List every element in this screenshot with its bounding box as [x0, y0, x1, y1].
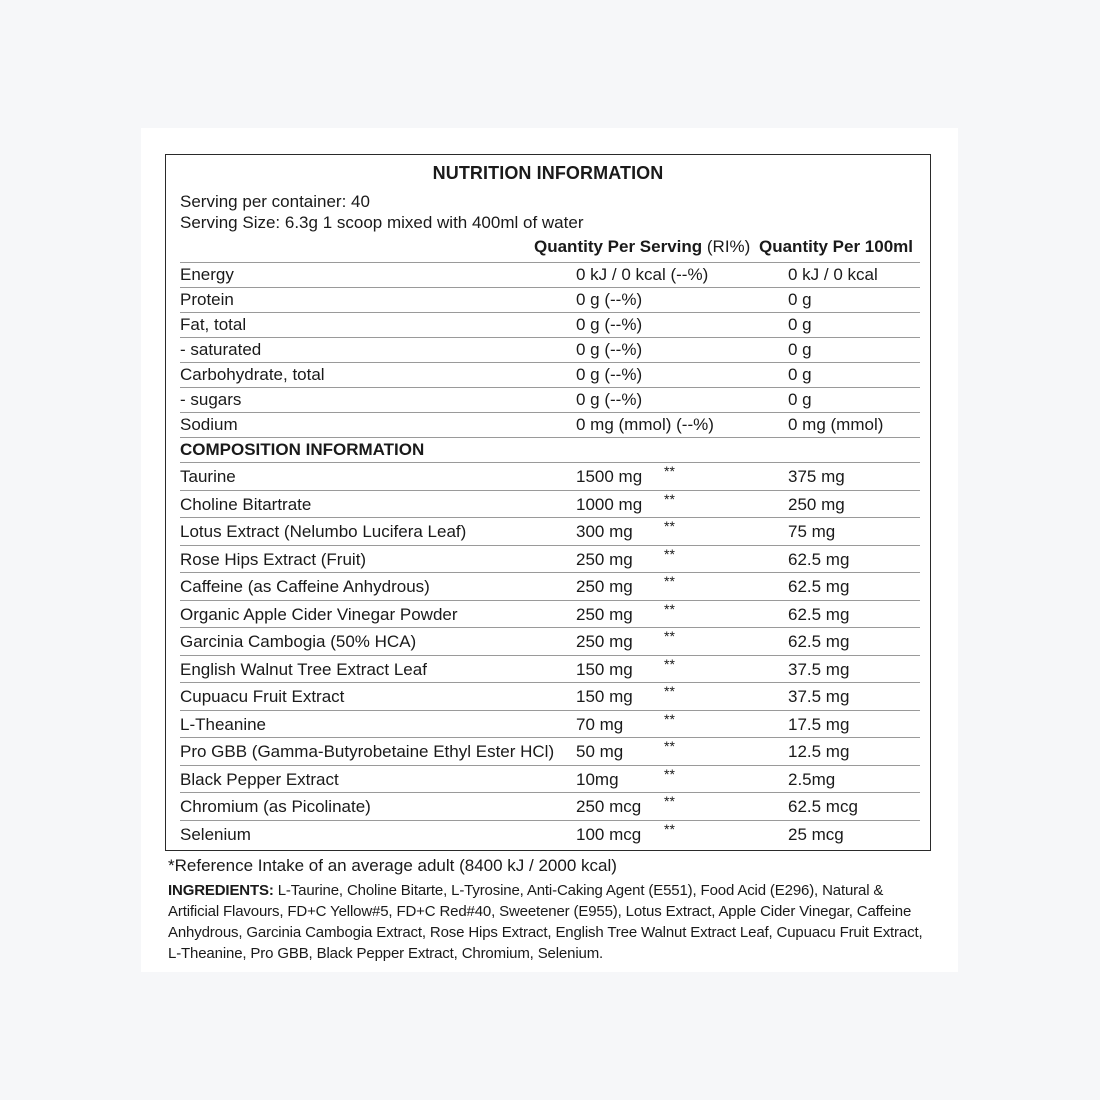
ri-not-established-mark: ** — [664, 765, 675, 782]
nutrition-row — [180, 313, 920, 338]
ingredient-name: Caffeine (as Caffeine Anhydrous) — [180, 577, 430, 596]
quantity-per-serving: 0 mg (mmol) (--%) — [576, 415, 714, 434]
ingredient-name: Lotus Extract (Nelumbo Lucifera Leaf) — [180, 522, 467, 541]
quantity-per-100ml: 62.5 mg — [788, 549, 850, 569]
quantity-per-100ml: 12.5 mg — [788, 742, 850, 761]
quantity-per-serving: 300 mg — [576, 522, 633, 541]
header-per-serving — [534, 237, 750, 257]
ingredient-name: Chromium (as Picolinate) — [180, 797, 371, 816]
ri-not-established-mark: ** — [664, 628, 675, 644]
nutrition-row — [180, 262, 920, 288]
nutrient-name: Fat, total — [180, 315, 247, 334]
ingredient-name: Taurine — [180, 467, 236, 486]
quantity-per-100ml: 0 kJ / 0 kcal — [788, 265, 878, 284]
quantity-per-serving: 1000 mg — [576, 494, 643, 514]
nutrient-name: Energy — [180, 265, 234, 284]
ri-not-established-mark: ** — [664, 710, 675, 727]
ingredient-name: Black Pepper Extract — [180, 769, 339, 789]
composition-row — [180, 573, 920, 601]
quantity-per-serving: 70 mg — [576, 714, 624, 734]
composition-row — [180, 463, 920, 491]
ingredients-text: L-Taurine, Choline Bitarte, L-Tyrosine, Anti-Caking Agent (E551), Food Acid (E296), Natural & Artificial Flavours, FD+C Yellow#5, FD+C Red#40, Sweetener (E955), Lotus Extract, Apple Cider Vinegar, Caffeine Anhydrous, Garcinia Cambogia Extract, Rose Hips Extract, English Tree Walnut Extract Leaf, Cupuacu Fruit Extract, L-Theanine, Pro GBB, Black Pepper Extract, Chromium, Selenium. — [168, 882, 923, 962]
quantity-per-serving: 150 mg — [576, 659, 633, 679]
quantity-per-100ml: 375 mg — [788, 467, 845, 486]
ri-not-established-mark: ** — [664, 573, 675, 589]
quantity-per-100ml: 25 mcg — [788, 824, 844, 844]
quantity-per-100ml: 0 g — [788, 365, 812, 384]
quantity-per-serving: 0 kJ / 0 kcal (--%) — [576, 265, 709, 284]
nutrition-panel — [165, 154, 931, 851]
ri-not-established-mark: ** — [664, 820, 675, 837]
ingredient-name: L-Theanine — [180, 714, 267, 734]
composition-row — [180, 656, 920, 684]
composition-row — [180, 711, 920, 739]
quantity-per-serving: 0 g (--%) — [576, 365, 643, 384]
ingredients-label: INGREDIENTS: — [168, 882, 274, 899]
composition-title: COMPOSITION INFORMATION — [180, 440, 425, 459]
ingredient-name: Organic Apple Cider Vinegar Powder — [180, 604, 458, 624]
composition-row — [180, 793, 920, 821]
quantity-per-100ml: 0 mg (mmol) — [788, 415, 884, 434]
composition-row — [180, 546, 920, 574]
composition-header-row — [180, 438, 920, 463]
quantity-per-serving: 10mg — [576, 769, 619, 789]
quantity-per-100ml: 62.5 mg — [788, 632, 850, 651]
serving-per-container: Serving per container: 40 — [180, 192, 370, 211]
quantity-per-100ml: 0 g — [788, 340, 812, 359]
nutrition-row — [180, 388, 920, 413]
quantity-per-serving: 250 mcg — [576, 797, 642, 816]
quantity-per-serving: 50 mg — [576, 742, 624, 761]
ri-not-established-mark: ** — [664, 545, 675, 562]
quantity-per-serving: 150 mg — [576, 687, 633, 706]
quantity-per-100ml: 0 g — [788, 290, 812, 309]
ingredients-block — [168, 880, 928, 964]
quantity-per-100ml: 2.5mg — [788, 769, 836, 789]
nutrient-name: - saturated — [180, 340, 262, 359]
nutrition-row — [180, 338, 920, 363]
composition-row — [180, 518, 920, 546]
ingredient-name: English Walnut Tree Extract Leaf — [180, 659, 427, 679]
ri-not-established-mark: ** — [664, 683, 675, 699]
quantity-per-serving: 0 g (--%) — [576, 390, 643, 409]
composition-row — [180, 491, 920, 519]
ri-not-established-mark: ** — [664, 463, 675, 479]
quantity-per-serving: 1500 mg — [576, 467, 643, 486]
composition-row — [180, 601, 920, 629]
nutrition-row — [180, 413, 920, 438]
ri-not-established-mark: ** — [664, 793, 675, 809]
composition-row — [180, 628, 920, 656]
quantity-per-100ml: 250 mg — [788, 494, 845, 514]
nutrient-name: Sodium — [180, 415, 238, 434]
nutrition-row — [180, 288, 920, 313]
ri-not-established-mark: ** — [664, 600, 675, 617]
nutrient-name: Carbohydrate, total — [180, 365, 325, 384]
composition-row — [180, 821, 920, 848]
quantity-per-serving: 0 g (--%) — [576, 290, 643, 309]
serving-size: Serving Size: 6.3g 1 scoop mixed with 400ml of water — [180, 213, 584, 232]
quantity-per-100ml: 62.5 mcg — [788, 797, 858, 816]
quantity-per-100ml: 37.5 mg — [788, 687, 850, 706]
ingredient-name: Pro GBB (Gamma-Butyrobetaine Ethyl Ester HCl) — [180, 742, 555, 761]
nutrient-name: Protein — [180, 290, 234, 309]
quantity-per-serving: 250 mg — [576, 577, 633, 596]
ri-not-established-mark: ** — [664, 738, 675, 754]
ingredient-name: Cupuacu Fruit Extract — [180, 687, 345, 706]
panel-title: NUTRITION INFORMATION — [432, 163, 664, 183]
quantity-per-serving: 250 mg — [576, 632, 633, 651]
header-ri: (RI%) — [702, 237, 751, 256]
quantity-per-serving: 100 mcg — [576, 824, 642, 844]
quantity-per-100ml: 62.5 mg — [788, 604, 850, 624]
quantity-per-100ml: 0 g — [788, 390, 812, 409]
quantity-per-serving: 0 g (--%) — [576, 315, 643, 334]
header-per-100ml: Quantity Per 100ml — [759, 237, 914, 256]
nutrient-name: - sugars — [180, 390, 242, 409]
reference-intake-note: *Reference Intake of an average adult (8400 kJ / 2000 kcal) — [168, 856, 617, 875]
quantity-per-serving: 0 g (--%) — [576, 340, 643, 359]
ri-not-established-mark: ** — [664, 490, 675, 507]
quantity-per-100ml: 17.5 mg — [788, 714, 850, 734]
ingredient-name: Selenium — [180, 824, 251, 844]
ingredient-name: Garcinia Cambogia (50% HCA) — [180, 632, 417, 651]
ri-not-established-mark: ** — [664, 655, 675, 672]
header-per-serving-bold: Quantity Per Serving — [534, 237, 703, 256]
quantity-per-100ml: 0 g — [788, 315, 812, 334]
quantity-per-serving: 250 mg — [576, 604, 633, 624]
nutrition-row — [180, 363, 920, 388]
quantity-per-100ml: 75 mg — [788, 522, 836, 541]
label-card — [141, 128, 958, 972]
ingredient-name: Rose Hips Extract (Fruit) — [180, 549, 367, 569]
ri-not-established-mark: ** — [664, 518, 675, 534]
quantity-per-100ml: 62.5 mg — [788, 577, 850, 596]
quantity-per-100ml: 37.5 mg — [788, 659, 850, 679]
nutrition-table — [180, 262, 920, 847]
ingredient-name: Choline Bitartrate — [180, 494, 312, 514]
composition-row — [180, 766, 920, 794]
composition-row — [180, 738, 920, 766]
composition-row — [180, 683, 920, 711]
quantity-per-serving: 250 mg — [576, 549, 633, 569]
